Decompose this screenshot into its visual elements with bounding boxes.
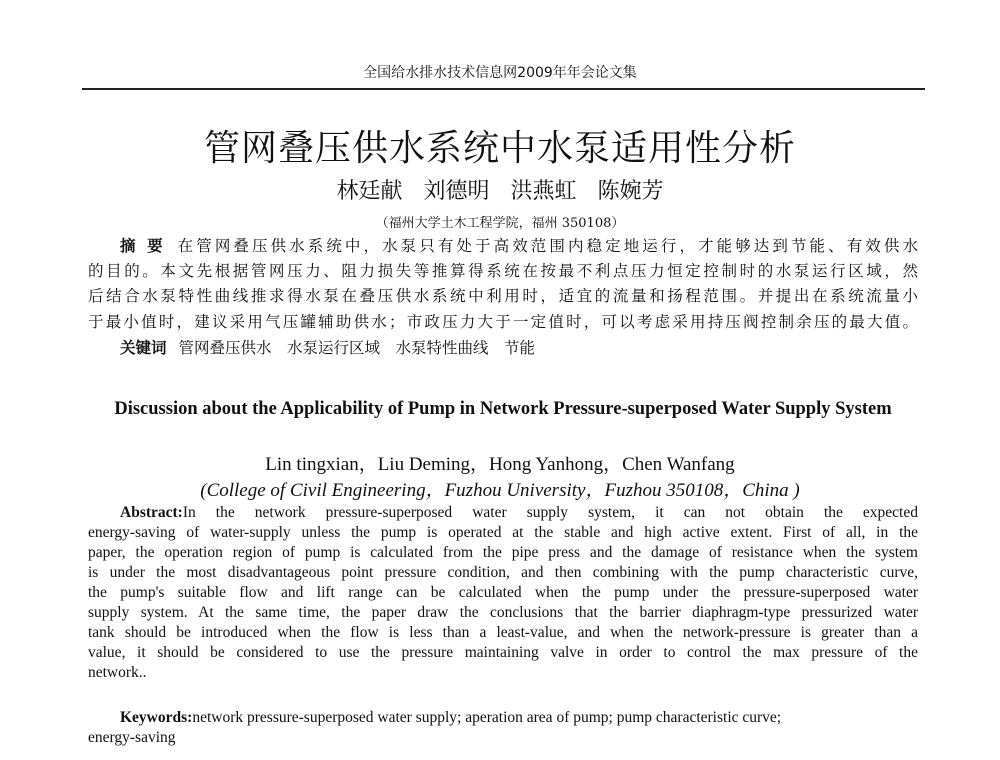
abstract-en-line: Abstract:In the network pressure-superposed water supply system, it can not obtain the expected [120, 504, 918, 521]
keywords-cn: 关键词 管网叠压供水 水泵运行区域 水泵特性曲线 节能 [120, 338, 536, 357]
paper-title: 管网叠压供水系统中水泵适用性分析 [203, 128, 796, 169]
abstract-en-line: network.. [88, 664, 147, 681]
abstract-en-line: supply system. At the same time, the paper draw the conclusions that the barrier diaphragm-type pressurized water [88, 604, 918, 621]
abstract-cn-line: 于最小值时，建议采用气压罐辅助供水；市政压力大于一定值时，可以考虑采用持压阀控制余压的最大值。 [88, 312, 918, 331]
abstract-en-line: energy-saving of water-supply unless the pump is operated at the stable and high active extent. First of all, in the [88, 524, 918, 541]
abstract-en-line: value, it should be considered to use the pressure maintaining valve in order to control the max pressure of the [88, 644, 918, 661]
abstract-en [88, 503, 918, 683]
abstract-cn-line: 后结合水泵特性曲线推求得水泵在叠压供水系统中利用时，适宜的流量和扬程范围。并提出在系统流量小 [88, 287, 918, 305]
authors-en: Lin tingxian，Liu Deming，Hong Yanhong，Chen Wanfang [265, 454, 735, 475]
abstract-en-line: tank should be introduced when the flow is less than a least-value, and when the network-pressure is greater than a [88, 624, 918, 641]
abstract-cn-line: 摘 要 在管网叠压供水系统中，水泵只有处于高效范围内稳定地运行，才能够达到节能、有效供水 [120, 236, 918, 255]
abstract-en-label: Abstract: [120, 504, 183, 521]
authors: 林廷献 刘德明 洪燕虹 陈婉芳 [336, 179, 664, 204]
keywords-en-line: energy-saving [88, 729, 176, 746]
paper-title-en: Discussion about the Applicability of Pump in Network Pressure-superposed Water Supply System [114, 399, 892, 419]
keywords-en-line: Keywords:network pressure-superposed water supply; aperation area of pump; pump characteristic curve; [120, 709, 782, 726]
header-rule [82, 88, 925, 90]
abstract-en-line: the pump's suitable flow and lift range can be calculated when the pump under the pressure-superposed water [88, 584, 918, 601]
running-header: 全国给水排水技术信息网2009年年会论文集 [363, 65, 637, 81]
abstract-cn-line: 的目的。本文先根据管网压力、阻力损失等推算得系统在按最不利点压力恒定控制时的水泵运行区域，然 [88, 261, 918, 280]
abstract-cn [88, 233, 918, 361]
keywords-en [88, 708, 918, 748]
abstract-cn-label: 摘 要 [120, 236, 166, 255]
affiliation-en: (College of Civil Engineering，Fuzhou University，Fuzhou 350108，China ) [200, 480, 800, 501]
abstract-en-line: paper, the operation region of pump is calculated from the pipe press and the damage of resistance when the system [88, 544, 918, 561]
keywords-en-label: Keywords: [120, 709, 193, 726]
abstract-en-line: is under the most disadvantageous point pressure condition, and then combining with the pump characteristic curve, [88, 564, 918, 581]
affiliation: （福州大学土木工程学院，福州 350108） [375, 216, 625, 231]
keywords-cn-label: 关键词 [120, 338, 167, 357]
